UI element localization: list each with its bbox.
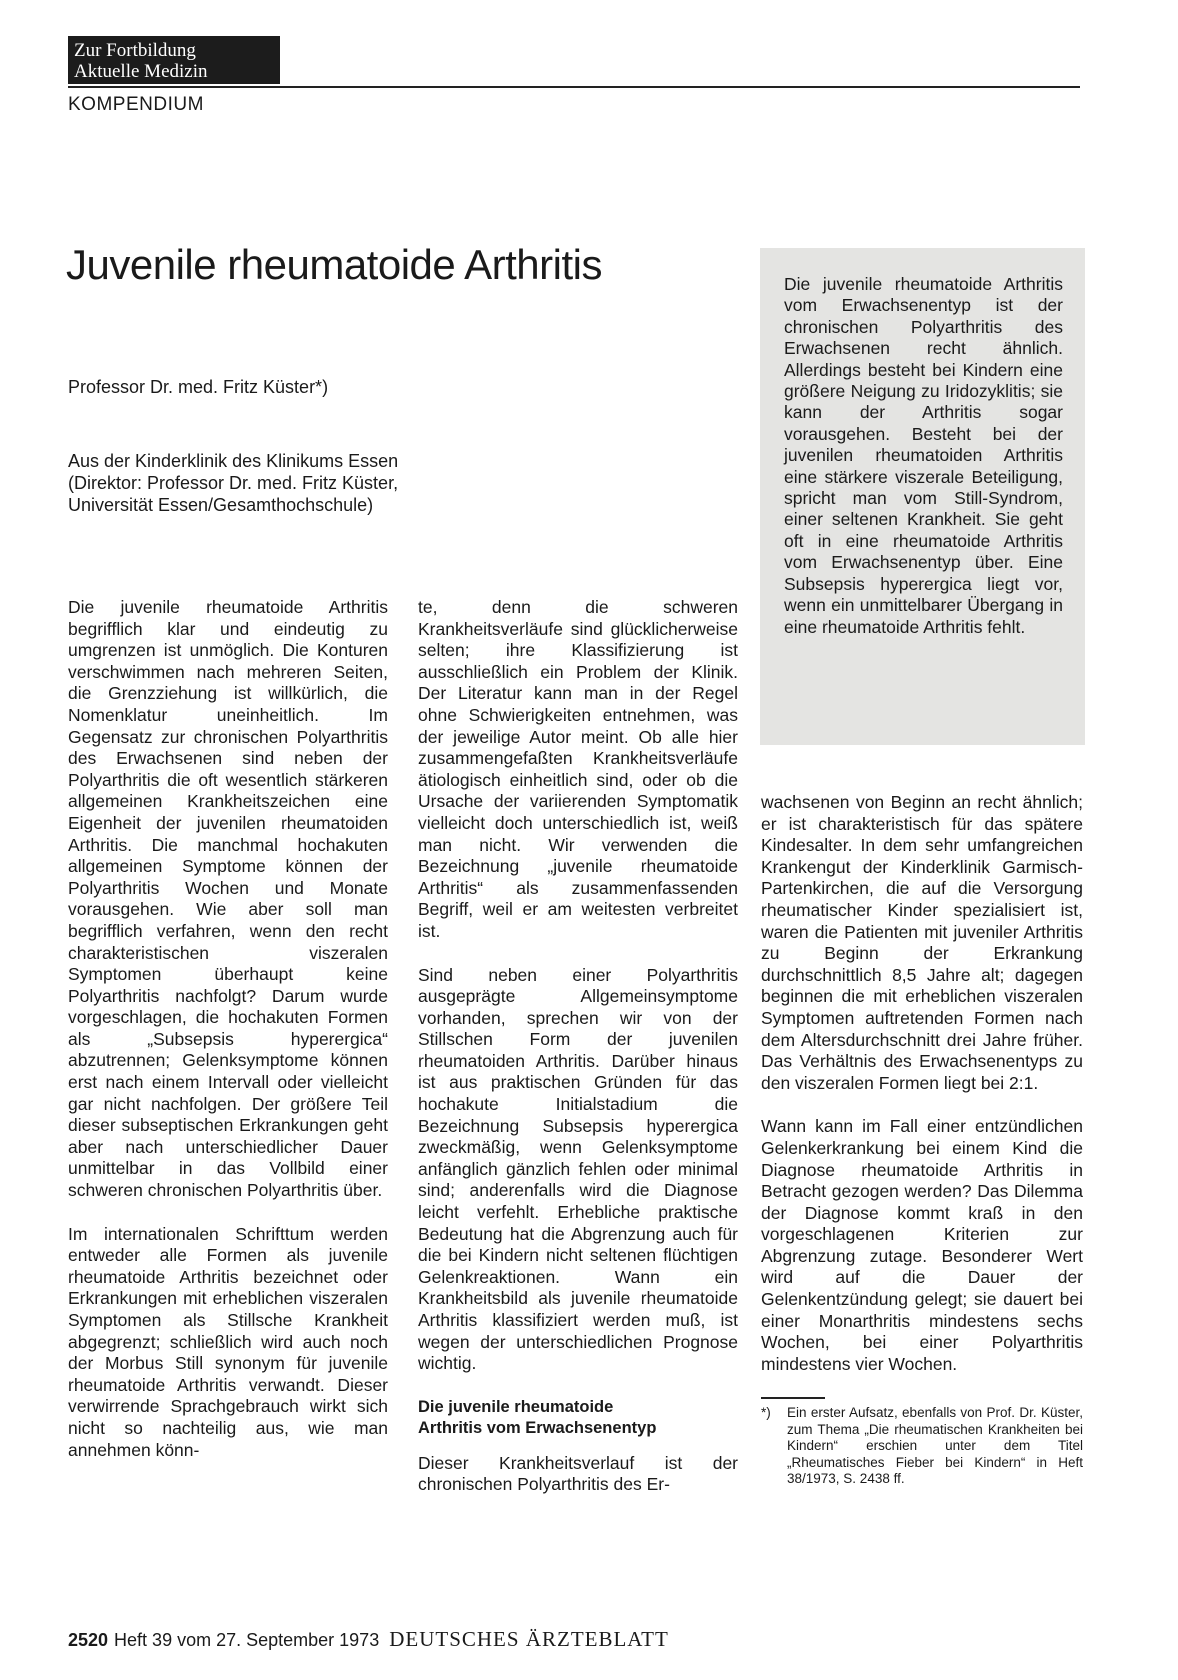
section-label: KOMPENDIUM	[68, 94, 204, 115]
text-column-1	[68, 597, 388, 1483]
abstract-text: Die juvenile rheumatoide Arthritis vom Erwachsenentyp ist der chronischen Polyarthritis des Erwachsenen recht ähnlich. Allerdings besteht bei Kindern eine größere Neigung zu Iridozyklitis; sie kann der Arthritis sogar vorausgehen. Besteht bei der juvenilen rheumatoiden Arthritis eine stärkere viszerale Beteiligung, spricht man vom Still-Syndrom, einer seltenen Krankheit. Sie geht oft in eine rheumatoide Arthritis vom Erwachsenentyp über. Eine Subsepsis hyperergica liegt vor, wenn ein unmittelbarer Übergang in eine rheumatoide Arthritis fehlt.	[784, 274, 1063, 637]
category-line-2: Aktuelle Medizin	[74, 61, 208, 82]
paragraph: Im internationalen Schrifttum werden entweder alle Formen als juvenile rheumatoide Arthritis bezeichnet oder Erkrankungen mit erheblichen viszeralen Symptomen als Stillsche Krankheit abgegrenzt; schließlich wird auch noch der Morbus Still synonym für juvenile rheumatoide Arthritis verwandt. Dieser verwirrende Sprachgebrauch wirkt sich nicht so nachteilig aus, wie man annehmen könn-	[68, 1223, 388, 1460]
text-column-2	[418, 597, 738, 1518]
section-heading-line-2: Arthritis vom Erwachsenentyp	[418, 1418, 657, 1437]
issue-info: Heft 39 vom 27. September 1973	[114, 1630, 380, 1650]
paragraph: Sind neben einer Polyarthritis ausgeprägte Allgemeinsymptome vorhanden, sprechen wir von der Stillschen Form der juvenilen rheumatoiden Arthritis. Darüber hinaus ist aus praktischen Gründen für das hochakute Initialstadium die Bezeichnung Subsepsis hyperergica zweckmäßig, wenn Gelenksymptome anfänglich gänzlich fehlen oder minimal sind; anderenfalls wird die Diagnose leicht verfehlt. Erhebliche praktische Bedeutung hat die Abgrenzung auch für die bei Kindern nicht seltenen flüchtigen Gelenkreaktionen. Wann ein Krankheitsbild als juvenile rheumatoide Arthritis klassifiziert werden muß, ist wegen der unterschiedlichen Prognose wichtig.	[418, 964, 738, 1374]
footnote-marker: *)	[761, 1405, 771, 1421]
section-heading	[418, 1397, 738, 1439]
article-title: Juvenile rheumatoide Arthritis	[66, 241, 602, 288]
paragraph: Die juvenile rheumatoide Arthritis begrifflich klar und eindeutig zu umgrenzen ist unmöglich. Die Konturen verschwimmen nach mehreren Seiten, die Grenzziehung ist willkürlich, die Nomenklatur uneinheitlich. Im Gegensatz zur chronischen Polyarthritis des Erwachsenen sind neben der Polyarthritis die oft wesentlich stärkeren allgemeinen Krankheitszeichen eine Eigenheit der juvenilen rheumatoiden Arthritis. Die manchmal hochakuten allgemeinen Symptome können der Polyarthritis Wochen und Monate vorausgehen. Wie aber soll man begrifflich verfahren, wenn den recht charakteristischen viszeralen Symptomen überhaupt keine Polyarthritis nachfolgt? Darum wurde vorgeschlagen, die hochakuten Formen als „Subsepsis hyperergica“ abzutrennen; Gelenksymptome können erst nach einem Intervall oder vielleicht gar nicht nachfolgen. Der größere Teil dieser subseptischen Erkrankungen geht aber nach unterschiedlicher Dauer unmittelbar in das Vollbild einer schweren chronischen Polyarthritis über.	[68, 597, 388, 1201]
affiliation-line-2: (Direktor: Professor Dr. med. Fritz Küster,	[68, 473, 399, 493]
section-heading-line-1: Die juvenile rheumatoide	[418, 1397, 614, 1416]
paragraph: Dieser Krankheitsverlauf ist der chronischen Polyarthritis des Er-	[418, 1452, 738, 1495]
category-label	[68, 36, 280, 84]
author-affiliation	[68, 450, 488, 516]
paragraph: te, denn die schweren Krankheitsverläufe sind glücklicherweise selten; ihre Klassifizierung ist ausschließlich ein Problem der Klinik. Der Literatur kann man in der Regel ohne Schwierigkeiten entnehmen, was der jeweilige Autor meint. Ob alle hier zusammengefaßten Krankheitsverläufe ätiologisch einheitlich sind, oder ob die Ursache der variierenden Symptomatik vielleicht doch unterschiedlich ist, weiß man nicht. Wir verwenden die Bezeichnung „juvenile rheumatoide Arthritis“ als zusammenfassenden Begriff, weil er am weitesten verbreitet ist.	[418, 597, 738, 941]
footnote-text: Ein erster Aufsatz, ebenfalls von Prof. Dr. Küster, zum Thema „Die rheumatischen Krankheiten bei Kindern“ erschien unter dem Titel „Rheumatisches Fieber bei Kindern“ in Heft 38/1973, S. 2438 ff.	[787, 1405, 1083, 1487]
text-column-3	[761, 792, 1083, 1488]
affiliation-line-1: Aus der Kinderklinik des Klinikums Essen	[68, 451, 399, 471]
footnote	[761, 1405, 1083, 1488]
footnote-divider	[761, 1397, 825, 1399]
paragraph: wachsenen von Beginn an recht ähnlich; er ist charakteristisch für das spätere Kindesalter. In dem sehr umfangreichen Krankengut der Kinderklinik Garmisch-Partenkirchen, die auf die Versorgung rheumatischer Kinder spezialisiert ist, waren die Patienten mit juveniler Arthritis zu Beginn der Erkrankung durchschnittlich 8,5 Jahre alt; dagegen beginnen die mit erheblichen viszeralen Symptomen auftretenden Formen nach dem Altersdurchschnitt drei Jahre früher. Das Verhältnis des Erwachsenentyps zu den viszeralen Formen liegt bei 2:1.	[761, 792, 1083, 1093]
page-footer	[68, 1628, 768, 1651]
article-author: Professor Dr. med. Fritz Küster*)	[68, 377, 329, 397]
category-line-1: Zur Fortbildung	[74, 40, 196, 61]
journal-name: DEUTSCHES ÄRZTEBLATT	[389, 1627, 669, 1651]
header-divider	[68, 86, 1080, 88]
page-number: 2520	[68, 1630, 109, 1650]
abstract-box	[760, 248, 1085, 745]
affiliation-line-3: Universität Essen/Gesamthochschule)	[68, 495, 374, 515]
paragraph: Wann kann im Fall einer entzündlichen Gelenkerkrankung bei einem Kind die Diagnose rheumatoide Arthritis in Betracht gezogen werden? Das Dilemma der Diagnose kommt kraß in den vorgeschlagenen Kriterien zur Abgrenzung zutage. Besonderer Wert wird auf die Dauer der Gelenkentzündung gelegt; sie dauert bei einer Monarthritis mindestens sechs Wochen, bei einer Polyarthritis mindestens vier Wochen.	[761, 1116, 1083, 1374]
